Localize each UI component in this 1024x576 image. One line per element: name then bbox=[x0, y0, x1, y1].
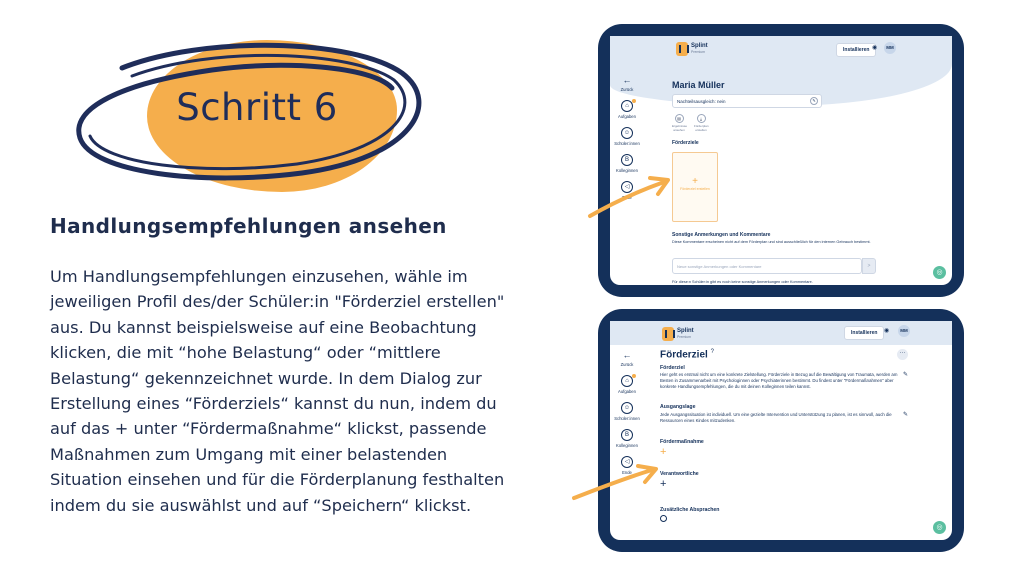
dialog-title-text: Förderziel bbox=[660, 349, 708, 361]
instruction-line: auf das + unter “Fördermaßnahme“ klickst, passende bbox=[50, 419, 487, 439]
logo-text: Splint bbox=[691, 43, 708, 49]
instruction-line: Um Handlungsempfehlungen einzusehen, wähle im bbox=[50, 267, 468, 286]
logo-text: Splint bbox=[677, 328, 694, 334]
compensation-value: Nachteilsausgleich: nein bbox=[677, 99, 726, 104]
avatar[interactable]: MM bbox=[884, 42, 896, 54]
instruction-text bbox=[50, 264, 550, 518]
action-label: Ergebnisse ansehen bbox=[672, 124, 688, 132]
section-subtitle: Handlungsempfehlungen ansehen bbox=[50, 214, 447, 238]
instruction-line: jeweiligen Profil des/der Schüler:in "Förderziel erstellen" bbox=[50, 292, 505, 312]
help-fab[interactable]: ◎ bbox=[933, 521, 946, 534]
compensation-field[interactable] bbox=[672, 94, 822, 108]
tablet-frame-goal-dialog bbox=[598, 309, 964, 552]
send-icon: ◁ bbox=[621, 181, 633, 193]
action-label: Förderplan erstellen bbox=[694, 124, 709, 132]
eye-icon[interactable]: ◉ bbox=[872, 45, 878, 51]
plan-action[interactable] bbox=[694, 114, 708, 132]
logo-subtitle: Premium bbox=[691, 50, 706, 54]
edit-icon[interactable]: ✎ bbox=[902, 412, 908, 418]
nav-label: Aufgaben bbox=[618, 114, 636, 119]
instruction-line: indem du sie auswählst und auf “Speichern“ klickst. bbox=[50, 495, 472, 515]
more-options-button[interactable]: ··· bbox=[897, 349, 908, 360]
avatar[interactable]: MM bbox=[898, 325, 910, 337]
arrow-left-icon: ← bbox=[622, 350, 632, 360]
nav-label: Aufgaben bbox=[618, 389, 636, 394]
install-button[interactable]: Installieren bbox=[836, 43, 876, 57]
logo-icon bbox=[676, 42, 688, 56]
home-icon: ⌂ bbox=[621, 375, 633, 387]
add-responsible-button[interactable]: + bbox=[660, 478, 667, 490]
arrow-pointer-2 bbox=[570, 462, 662, 504]
comments-description: Diese Kommentare erscheinen nicht auf dem Förderplan und sind ausschließlich für den internen Gebrauch bestimmt. bbox=[672, 240, 871, 244]
splint-logo bbox=[662, 327, 694, 341]
nav-label: Kolleginnen bbox=[616, 168, 638, 173]
dialog-title bbox=[660, 349, 714, 360]
baseline-heading: Ausgangslage bbox=[660, 404, 696, 410]
instruction-line: aus. Du kannst beispielsweise auf eine Beobachtung bbox=[50, 317, 477, 337]
instruction-line: Maßnahmen zum Umgang mit einer belastenden bbox=[50, 444, 448, 464]
home-icon: ⌂ bbox=[621, 100, 633, 112]
logo-subtitle: Premium bbox=[677, 335, 692, 339]
nav-colleagues[interactable] bbox=[610, 429, 644, 448]
edit-icon[interactable]: ✎ bbox=[902, 372, 908, 378]
send-icon: ◁ bbox=[621, 456, 633, 468]
colleagues-icon: B bbox=[621, 154, 633, 166]
add-measure-button[interactable]: + bbox=[660, 446, 667, 458]
notification-dot bbox=[632, 374, 636, 378]
nav-label: Schüler:innen bbox=[614, 416, 640, 421]
nav-label: Schüler:innen bbox=[614, 141, 640, 146]
arrow-left-icon: ← bbox=[622, 75, 632, 85]
tablet-frame-profile bbox=[598, 24, 964, 297]
create-goal-card[interactable] bbox=[672, 152, 718, 222]
people-icon: ☺ bbox=[621, 127, 633, 139]
notification-dot bbox=[632, 99, 636, 103]
eye-icon[interactable]: ◉ bbox=[884, 328, 890, 334]
comments-heading: Sonstige Anmerkungen und Kommentare bbox=[672, 232, 771, 238]
arrow-pointer-1 bbox=[586, 172, 676, 222]
goal-heading: Förderziel bbox=[660, 365, 685, 371]
goal-description: Hier geht es erstmal nicht um eine konkrete Zielstellung. Förderziele in Bezug auf die Bewältigung von Traumata, werden am Besten in Zusammenarbeit mit Psychologinnen oder Psychiaterinnen bestimmt. Du findest unter "Fördermaßnahmen" aber konkrete Handlungsempfehlungen, die du mit deinen Kolleginnen teilen kannst. bbox=[660, 372, 898, 390]
nav-label: Ende bbox=[622, 470, 632, 475]
nav-students[interactable] bbox=[610, 127, 644, 146]
instruction-line: Situation einsehen und für die Förderplanung festhalten bbox=[50, 470, 505, 490]
help-icon[interactable]: ? bbox=[710, 349, 714, 355]
nav-label: Kolleginnen bbox=[616, 443, 638, 448]
step-title: Schritt 6 bbox=[176, 86, 338, 129]
install-button[interactable]: Installieren bbox=[844, 326, 884, 340]
create-goal-label: Förderziel erstellen bbox=[680, 187, 710, 191]
empty-comments-note: Für diese:n Schüler:in gibt es noch keine sonstige Anmerkungen oder Kommentare. bbox=[672, 280, 813, 284]
download-icon: ⤓ bbox=[697, 114, 706, 123]
instruction-line: Erstellung eines “Förderziels“ kannst du nun, indem du bbox=[50, 394, 497, 414]
empty-comments-hint: Hinterlasse als erste:r einen Kommentar bbox=[672, 286, 740, 290]
nav-label: Zurück bbox=[620, 87, 634, 92]
nav-colleagues[interactable] bbox=[610, 154, 644, 173]
goal-dialog-screen bbox=[610, 321, 952, 540]
nav-students[interactable] bbox=[610, 402, 644, 421]
nav-back[interactable] bbox=[610, 76, 644, 92]
document-icon: ▤ bbox=[675, 114, 684, 123]
colleagues-icon: B bbox=[621, 429, 633, 441]
nav-label: Ende bbox=[622, 195, 632, 200]
nav-tasks[interactable] bbox=[610, 100, 644, 119]
instruction-line: Belastung“ gekennzeichnet wurde. In dem Dialog zur bbox=[50, 368, 482, 388]
top-bar bbox=[610, 321, 952, 349]
nav-back[interactable] bbox=[610, 351, 644, 367]
step-hero bbox=[52, 28, 432, 198]
measure-heading: Fördermaßnahme bbox=[660, 439, 704, 445]
top-bar bbox=[610, 36, 952, 64]
goals-heading: Förderziele bbox=[672, 140, 699, 146]
agreements-heading: Zusätzliche Absprachen bbox=[660, 507, 720, 513]
add-agreement-icon[interactable] bbox=[660, 515, 667, 522]
profile-screen bbox=[610, 36, 952, 290]
responsible-heading: Verantwortliche bbox=[660, 471, 699, 477]
logo-icon bbox=[662, 327, 674, 341]
nav-label: Zurück bbox=[620, 362, 634, 367]
profile-actions bbox=[672, 114, 708, 132]
student-name: Maria Müller bbox=[672, 80, 725, 90]
help-fab[interactable]: ◎ bbox=[933, 266, 946, 279]
edit-icon[interactable]: ✎ bbox=[810, 97, 818, 105]
results-action[interactable] bbox=[672, 114, 686, 132]
baseline-description: Jede Ausgangssituation ist individuell. Um eine gezielte Intervention und Unterstützung zu planen, ist es sinnvoll, auch die Ressourcen eines Kindes mitzudenken. bbox=[660, 412, 892, 424]
splint-logo bbox=[676, 42, 708, 56]
nav-tasks[interactable] bbox=[610, 375, 644, 394]
instruction-line: klicken, die mit “hohe Belastung“ oder “mittlere bbox=[50, 343, 441, 363]
plus-icon: + bbox=[692, 176, 698, 187]
send-comment-button[interactable]: > bbox=[862, 258, 876, 274]
people-icon: ☺ bbox=[621, 402, 633, 414]
comment-input[interactable]: Neue sonstige Anmerkungen oder Kommentare bbox=[672, 258, 862, 274]
